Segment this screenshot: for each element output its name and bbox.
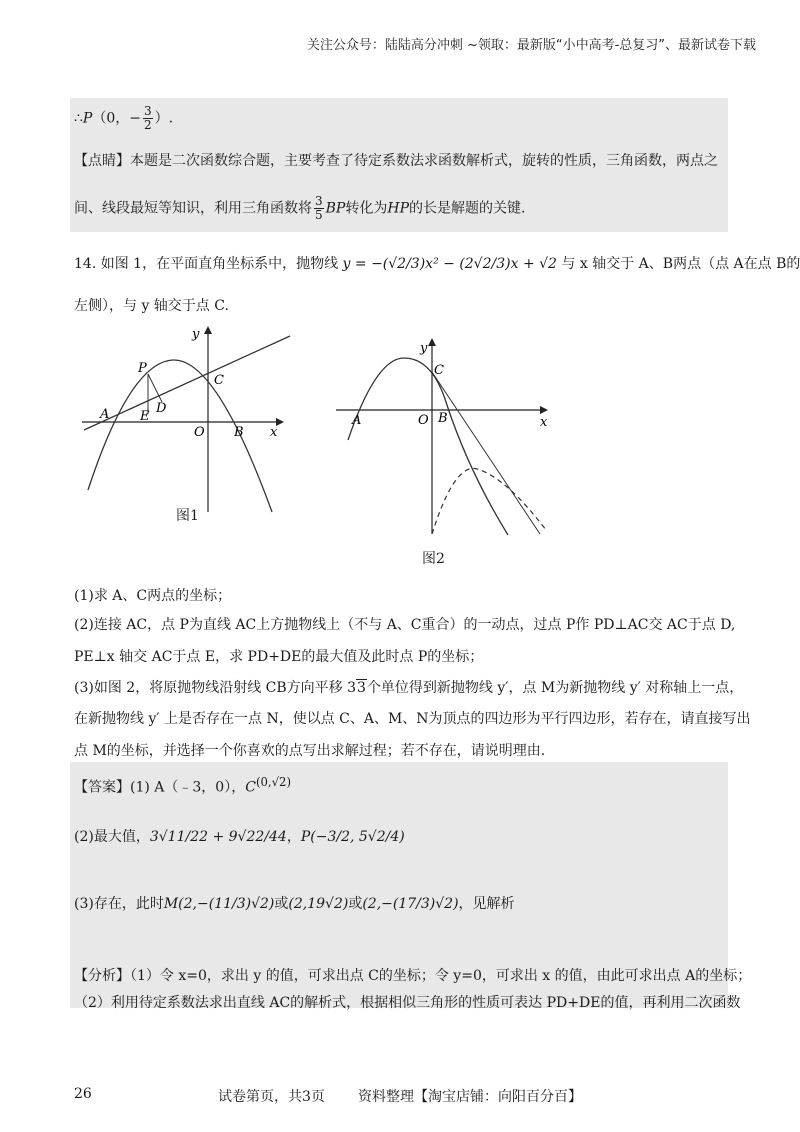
parabola bbox=[88, 360, 272, 512]
analysis-line-1: 【分析】（1）令 x=0，求出 y 的值，可求出点 C的坐标；令 y=0，可求出 x 的值，由此可求出点 A的坐标； bbox=[74, 968, 752, 984]
fig1-label-e: E bbox=[140, 409, 150, 424]
max-value: 3√11/22 + 9√22/44 bbox=[149, 829, 287, 845]
question-part-3-line-1: (3)如图 2，将原抛物线沿射线 CB方向平移 33个单位得到新抛物线 y′，点 M为新抛物线 y′ 对称轴上一点， bbox=[74, 680, 744, 696]
figure-2 bbox=[328, 330, 560, 540]
answer-label: 【答案】 bbox=[74, 779, 130, 796]
page-number: 26 bbox=[74, 1086, 92, 1102]
question-part-3-line-3: 点 M的坐标，并选择一个你喜欢的点写出求解过程；若不存在，请说明理由. bbox=[74, 743, 546, 759]
footer-center: 试卷第页，共3页 bbox=[218, 1089, 325, 1105]
fig2-label-o: O bbox=[418, 413, 429, 428]
comment-line-2: 间、线段最短等知识，利用三角函数将 $\frac{3}{5}$ BP转化为HP的长是解题的关键. bbox=[74, 194, 526, 222]
answer-line-2: (2)最大值，3√11/22 + 9√22/44，P(−3/2, 5√2/4) bbox=[74, 829, 405, 845]
fig1-label-b: B bbox=[234, 425, 244, 440]
figure-1 bbox=[78, 322, 300, 522]
fig2-label-a: A bbox=[352, 413, 362, 428]
ray-cb bbox=[432, 372, 540, 534]
fraction: $\frac{3}{5}$ bbox=[315, 194, 323, 222]
question-part-2-line-1: (2)连接 AC，点 P为直线 AC上方抛物线上（不与 A、C重合）的一动点，过点 P作 PD⊥AC交 AC于点 D, bbox=[74, 617, 736, 633]
fig1-label-p: P bbox=[138, 361, 147, 376]
parabola-formula: y = −(√2/3)x² − (2√2/3)x + √2 bbox=[342, 256, 557, 272]
original-parabola bbox=[348, 358, 508, 535]
point-p: P(−3/2, 5√2/4) bbox=[300, 829, 405, 845]
figure-1-caption: 图1 bbox=[176, 508, 199, 524]
question-line-2: 左侧），与 y 轴交于点 C. bbox=[74, 298, 229, 314]
question-part-2-line-2: PE⊥x 轴交 AC于点 E，求 PD+DE的最大值及此时点 P的坐标； bbox=[74, 649, 484, 665]
question-part-1: (1)求 A、C两点的坐标； bbox=[74, 588, 232, 604]
p-coordinate-line: ∴P（0，− $\frac{3}{2}$ ）. bbox=[74, 104, 174, 132]
fig2-label-x: x bbox=[540, 415, 548, 430]
x-axis-arrow bbox=[540, 406, 548, 414]
fig1-label-x: x bbox=[270, 425, 278, 440]
y-axis-arrow bbox=[428, 338, 436, 346]
comment-label: 【点睛】 bbox=[74, 153, 130, 169]
analysis-label: 【分析】 bbox=[74, 968, 130, 984]
fig1-label-d: D bbox=[156, 401, 167, 416]
comment-line-1: 【点睛】本题是二次函数综合题，主要考查了待定系数法求函数解析式，旋转的性质，三角函数，两点之 bbox=[74, 153, 718, 169]
question-part-3-line-2: 在新抛物线 y′ 上是否存在一点 N，使以点 C、A、M、N为顶点的四边形为平行四边形，若存在，请直接写出 bbox=[74, 711, 751, 727]
answer-line-3: (3)存在，此时M(2,−(11/3)√2)或(2,19√2)或(2,−(17/3)√2)，见解析 bbox=[74, 896, 515, 912]
page-header: 关注公众号：陆陆高分冲刺 ~领取：最新版“小中高考-总复习”、最新试卷下载 bbox=[306, 38, 756, 53]
question-line-1: 14. 如图 1，在平面直角坐标系中，抛物线 y = −(√2/3)x² − (2√2/3)x + √2 与 x 轴交于 A、B两点（点 A在点 B的 bbox=[74, 256, 800, 272]
y-axis-arrow bbox=[204, 326, 212, 334]
analysis-line-2: （2）利用待定系数法求出直线 AC的解析式，根据相似三角形的性质可表达 PD+DE的值，再利用二次函数 bbox=[74, 995, 741, 1011]
fig2-label-y: y bbox=[420, 341, 428, 356]
answer-line-1: 【答案】(1) A（﹣3，0），$C^{(0,√2)}$ bbox=[74, 775, 291, 796]
line-ac bbox=[84, 336, 290, 430]
fig1-label-a: A bbox=[100, 407, 110, 422]
fraction: $\frac{3}{2}$ bbox=[143, 104, 152, 132]
fig2-label-b: B bbox=[438, 411, 448, 426]
fig1-label-o: O bbox=[194, 425, 205, 440]
fig1-label-y: y bbox=[192, 327, 200, 342]
fig2-label-c: C bbox=[434, 363, 444, 378]
fig1-label-c: C bbox=[214, 373, 224, 388]
footer-right: 资料整理【淘宝店铺：向阳百分百】 bbox=[358, 1089, 582, 1105]
figure-2-caption: 图2 bbox=[422, 551, 445, 567]
